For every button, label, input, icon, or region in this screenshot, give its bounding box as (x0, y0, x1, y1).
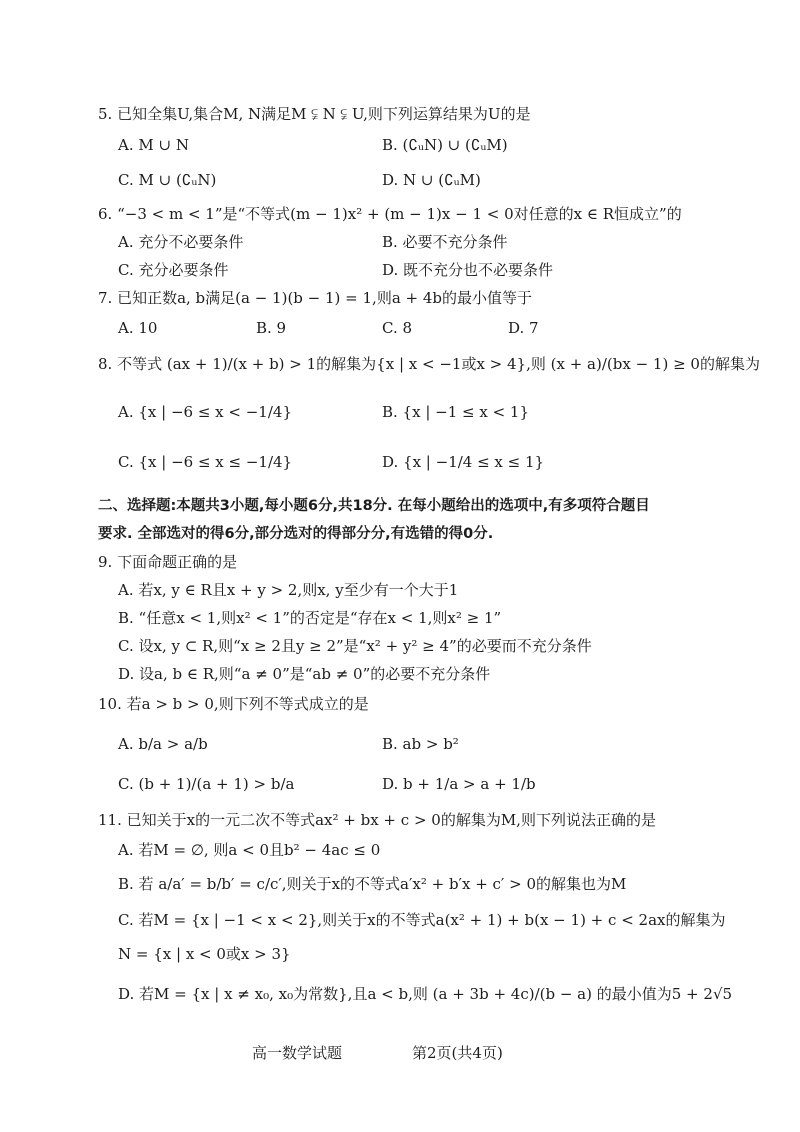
q5-option-d: D. N ∪ (∁ᵤM) (382, 171, 481, 189)
q11-stem: 11. 已知关于x的一元二次不等式ax² + bx + c > 0的解集为M,则下列说法正确的是 (98, 811, 656, 829)
q7-option-b: B. 9 (256, 319, 287, 337)
q7-option-a: A. 10 (118, 319, 158, 337)
q6-option-a: A. 充分不必要条件 (118, 233, 244, 251)
q5-option-b: B. (∁ᵤN) ∪ (∁ᵤM) (382, 136, 508, 154)
q6-stem: 6. “−3 < m < 1”是“不等式(m − 1)x² + (m − 1)x − 1 < 0对任意的x ∈ R恒成立”的 (98, 205, 682, 223)
q11-option-c-line1: C. 若M = {x | −1 < x < 2},则关于x的不等式a(x² + 1) + b(x − 1) + c < 2ax的解集为 (118, 911, 726, 929)
q8-option-c: C. {x | −6 ≤ x ≤ −1/4} (118, 453, 293, 471)
q5-option-a: A. M ∪ N (118, 136, 189, 154)
q9-option-b: B. “任意x < 1,则x² < 1”的否定是“存在x < 1,则x² ≥ 1” (118, 609, 502, 627)
section2-heading-line2: 要求. 全部选对的得6分,部分选对的得部分分,有选错的得0分. (98, 526, 494, 542)
q10-option-c: C. (b + 1)/(a + 1) > b/a (118, 775, 295, 793)
q11-option-c-line2: N = {x | x < 0或x > 3} (118, 945, 291, 963)
q8-stem: 8. 不等式 (ax + 1)/(x + b) > 1的解集为{x | x < −1或x > 4},则 (x + a)/(bx − 1) ≥ 0的解集为 (98, 355, 760, 373)
q11-option-d: D. 若M = {x | x ≠ x₀, x₀为常数},且a < b,则 (a + 3b + 4c)/(b − a) 的最小值为5 + 2√5 (118, 985, 733, 1003)
q8-option-b: B. {x | −1 ≤ x < 1} (382, 403, 530, 421)
q9-option-a: A. 若x, y ∈ R且x + y > 2,则x, y至少有一个大于1 (118, 581, 459, 599)
q7-stem: 7. 已知正数a, b满足(a − 1)(b − 1) = 1,则a + 4b的最小值等于 (98, 289, 533, 307)
q5-option-c: C. M ∪ (∁ᵤN) (118, 171, 217, 189)
q10-stem: 10. 若a > b > 0,则下列不等式成立的是 (98, 695, 369, 713)
footer-page-number: 第2页(共4页) (412, 1044, 503, 1062)
q8-option-d: D. {x | −1/4 ≤ x ≤ 1} (382, 453, 545, 471)
footer-subject: 高一数学试题 (252, 1044, 343, 1062)
q7-option-c: C. 8 (382, 319, 413, 337)
q6-option-b: B. 必要不充分条件 (382, 233, 508, 251)
q5-stem: 5. 已知全集U,集合M, N满足M ⫋ N ⫋ U,则下列运算结果为U的是 (98, 105, 531, 123)
q8-option-a: A. {x | −6 ≤ x < −1/4} (118, 403, 292, 421)
q9-stem: 9. 下面命题正确的是 (98, 553, 238, 571)
q10-option-d: D. b + 1/a > a + 1/b (382, 775, 536, 793)
q6-option-d: D. 既不充分也不必要条件 (382, 261, 554, 279)
q9-option-d: D. 设a, b ∈ R,则“a ≠ 0”是“ab ≠ 0”的必要不充分条件 (118, 665, 491, 683)
q6-option-c: C. 充分必要条件 (118, 261, 229, 279)
section2-heading-line1: 二、选择题:本题共3小题,每小题6分,共18分. 在每小题给出的选项中,有多项符合题目 (98, 498, 650, 514)
q9-option-c: C. 设x, y ⊂ R,则“x ≥ 2且y ≥ 2”是“x² + y² ≥ 4”的必要而不充分条件 (118, 637, 592, 655)
q7-option-d: D. 7 (508, 319, 539, 337)
q10-option-a: A. b/a > a/b (118, 735, 208, 753)
q11-option-a: A. 若M = ∅, 则a < 0且b² − 4ac ≤ 0 (118, 841, 381, 859)
q10-option-b: B. ab > b² (382, 735, 459, 753)
q11-option-b: B. 若 a/a′ = b/b′ = c/c′,则关于x的不等式a′x² + b′x + c′ > 0的解集也为M (118, 875, 627, 893)
